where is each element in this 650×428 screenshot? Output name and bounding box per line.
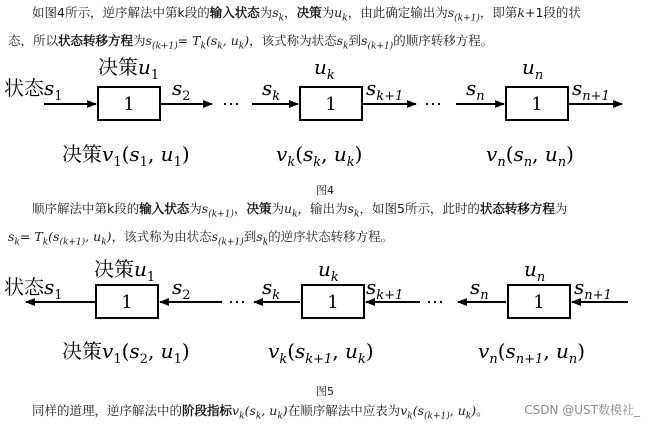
math-sk1: $s_{(k+1)}$ xyxy=(211,228,244,247)
output-label: $s_n$ xyxy=(470,275,489,303)
text: 态，所以 xyxy=(8,32,59,48)
input-label: $s_k$ xyxy=(262,76,281,104)
input-label: $s_2$ xyxy=(172,275,191,303)
bold-term: 决策 xyxy=(246,201,272,216)
math-sk: $s_k$ xyxy=(336,32,349,51)
bold-term: 状态转移方程 xyxy=(58,32,134,48)
text: 的顺序转移方程。 xyxy=(393,32,494,48)
stage-box-label: 1 xyxy=(121,292,133,313)
decision-label-top: $u_k$ xyxy=(314,55,335,83)
text: 到 xyxy=(348,32,362,48)
decision-label-bottom: 决策$v_1(s_2$, $u_1$) xyxy=(62,339,190,367)
decision-label-bottom: $v_n(s_{n+1}$, $u_n$) xyxy=(478,339,586,367)
bold-term: 输入状态 xyxy=(209,5,260,20)
text: 为 xyxy=(554,201,568,216)
input-label: $s_{n+1}$ xyxy=(574,275,612,303)
text: 为 xyxy=(189,201,202,216)
stage-box-label: 1 xyxy=(327,292,339,313)
math-sk1: $s_{(k+1)}$ xyxy=(201,201,234,220)
text: ，如图5所示，此时的 xyxy=(359,201,480,216)
paragraph-1: 如图4所示，逆序解法中第k段的输入状态为$s_k$，决策为$u_k$，由此确定输出为$s_{(k+1)}$，即第k+1段的状 态，所以状态转移方程为$s_{(k+1)}= T_k(s_k$, $u_k$)，该式称为状态$s_k$到$s_{(k+1)}$的顺序转移方程。 xyxy=(8,5,581,51)
text: ，该式称为状态 xyxy=(249,32,337,48)
text: 为 xyxy=(321,5,335,20)
ellipsis: ⋯ xyxy=(424,94,442,115)
bold-term: 阶段指标 xyxy=(182,403,233,418)
output-label: $s_2$ xyxy=(172,76,191,104)
math-sk1: $s_{(k+1)}$ xyxy=(447,5,480,24)
text: 。 xyxy=(476,403,489,418)
output-label: $s_{n+1}$ xyxy=(572,76,610,104)
stage-box-label: 1 xyxy=(531,94,543,115)
decision-label-bottom: $v_k(s_k$, $u_k$) xyxy=(276,142,363,170)
figure-5-diagram xyxy=(0,254,650,370)
decision-label-bottom: 决策$v_1(s_1$, $u_1$) xyxy=(62,142,190,170)
math-sk: $s_k$ xyxy=(256,228,269,247)
decision-label-top: $u_n$ xyxy=(524,257,546,285)
ellipsis: ⋯ xyxy=(426,292,444,313)
bold-term: 状态转移方程 xyxy=(479,201,555,216)
stage-box-label: 1 xyxy=(533,292,545,313)
text: ， xyxy=(284,5,297,20)
text: 到 xyxy=(243,228,257,244)
decision-label-bottom: $v_n(s_n$, $u_n$) xyxy=(486,142,574,170)
stage-box-label: 1 xyxy=(123,94,135,115)
text: 为 xyxy=(259,5,273,20)
text: ，即第 xyxy=(479,5,518,20)
text: ，输出为 xyxy=(297,201,348,216)
decision-label-top: $u_n$ xyxy=(522,55,544,83)
text: 同样的道理，逆序解法中的 xyxy=(32,403,183,418)
text: 的逆序状态转移方程。 xyxy=(268,228,394,244)
math-equation: $s_k= T_k(s_{(k+1)}$, $u_k$) xyxy=(8,228,112,247)
text: 为 xyxy=(133,32,146,48)
bold-term: 决策 xyxy=(296,5,322,20)
text: ，由此确定输出为 xyxy=(347,5,448,20)
watermark: CSDN @UST数模社_ xyxy=(524,403,640,417)
decision-label-top: 决策$u_1$ xyxy=(98,55,160,83)
decision-label-top: $u_k$ xyxy=(318,257,339,285)
text: 在顺序解法中应表为 xyxy=(287,403,401,418)
state-label: 状态$s_1$ xyxy=(4,76,63,104)
math-uk: $u_k$ xyxy=(284,201,298,220)
ellipsis: ⋯ xyxy=(228,292,246,313)
math-equation: $s_{(k+1)}= T_k(s_k$, $u_k$) xyxy=(145,32,250,51)
math-sk1: $s_{(k+1)}$ xyxy=(361,32,394,51)
ellipsis: ⋯ xyxy=(222,94,240,115)
decision-label-top: 决策$u_1$ xyxy=(94,257,156,285)
math-vk-seq: $v_k(s_{(k+1)}$, $u_k$) xyxy=(400,403,477,422)
text: 段的状 xyxy=(543,5,581,20)
text: ， xyxy=(233,201,247,216)
math-sk: $s_k$ xyxy=(272,5,285,24)
bold-term: 输入状态 xyxy=(139,201,190,216)
math-k1: k xyxy=(517,5,525,20)
decision-label-bottom: $v_k(s_{k+1}$, $u_k$) xyxy=(268,339,374,367)
text: 为 xyxy=(271,201,284,216)
math-vk: $v_k(s_k$, $u_k$) xyxy=(232,403,288,422)
state-label: 状态$s_1$ xyxy=(4,275,63,303)
text: 如图4所示，逆序解法中第k段的 xyxy=(32,5,210,20)
figure-caption: 图5 xyxy=(316,385,334,398)
input-label: $s_n$ xyxy=(466,76,485,104)
text: ，该式称为由状态 xyxy=(111,228,212,244)
stage-box-label: 1 xyxy=(325,94,337,115)
output-label: $s_{k+1}$ xyxy=(366,76,404,104)
text: 顺序解法中第k段的 xyxy=(32,201,140,216)
figure-4-diagram xyxy=(0,52,650,170)
math-uk: $u_k$ xyxy=(334,5,348,24)
input-label: $s_{k+1}$ xyxy=(366,275,404,303)
figure-caption: 图4 xyxy=(316,184,334,197)
paragraph-2 xyxy=(8,198,644,253)
output-label: $s_k$ xyxy=(262,275,281,303)
math-sk: $s_k$ xyxy=(347,201,360,220)
